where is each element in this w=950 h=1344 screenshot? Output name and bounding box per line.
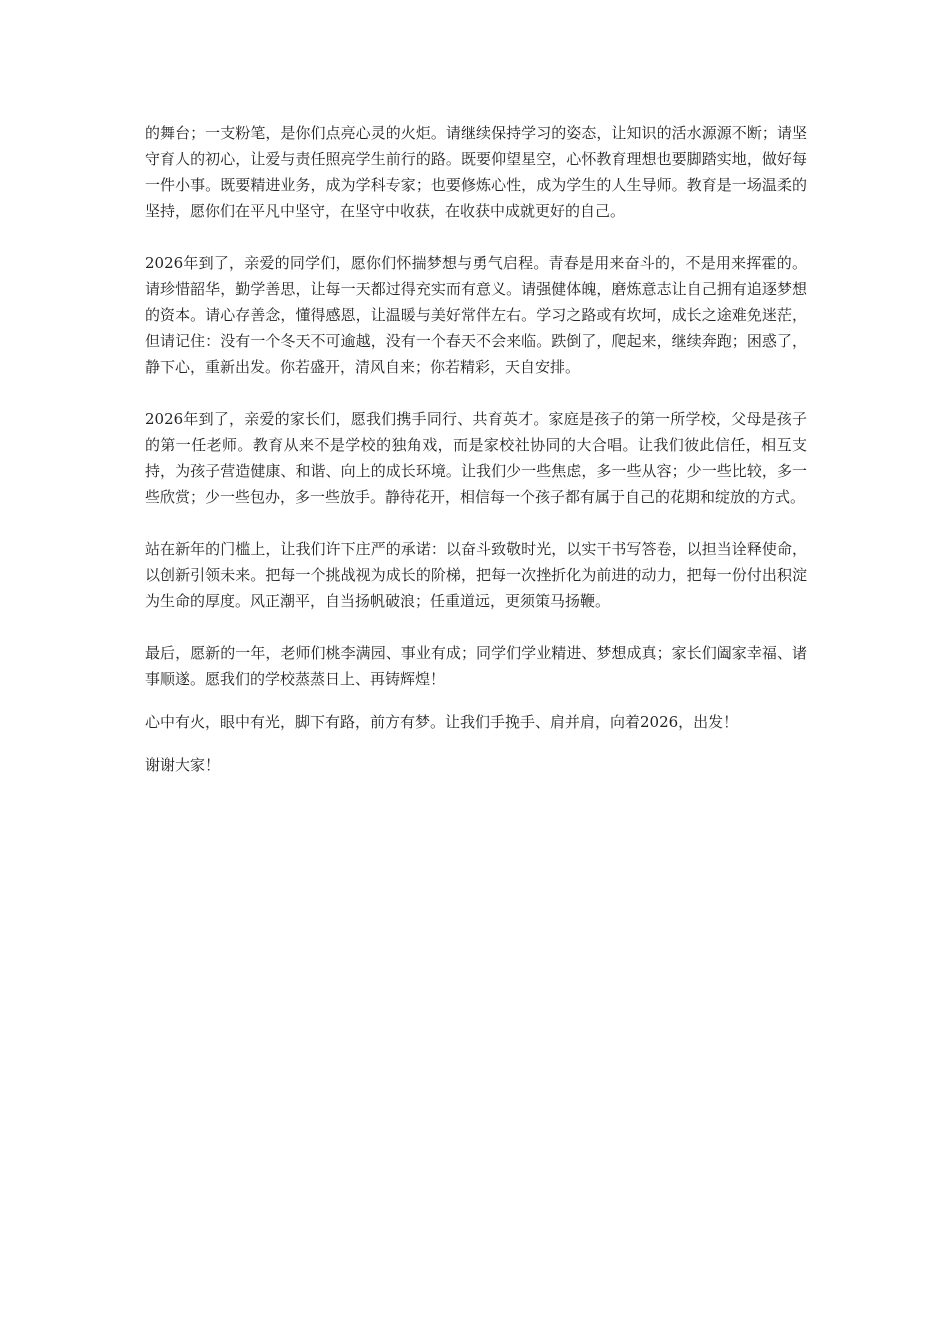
paragraph-thanks: 谢谢大家！ (145, 756, 221, 774)
paragraph-pledge: 站在新年的门槛上，让我们许下庄严的承诺：以奋斗致敬时光，以实干书写答卷，以担当诠释使命，以创新引领未来。把每一个挑战视为成长的阶梯，把每一次挫折化为前进的动力，把每一份付出积淀为生命的厚度。风正潮平，自当扬帆破浪；任重道远，更须策马扬鞭。 (145, 540, 807, 610)
paragraph-wishes: 最后，愿新的一年，老师们桃李满园、事业有成；同学们学业精进、梦想成真；家长们阖家幸福、诸事顺遂。愿我们的学校蒸蒸日上、再铸辉煌！ (145, 644, 807, 688)
paragraph-teachers: 的舞台；一支粉笔，是你们点亮心灵的火炬。请继续保持学习的姿态，让知识的活水源源不断；请坚守育人的初心，让爱与责任照亮学生前行的路。既要仰望星空，心怀教育理想也要脚踏实地，做好每一件小事。既要精进业务，成为学科专家；也要修炼心性，成为学生的人生导师。教育是一场温柔的坚持，愿你们在平凡中坚守，在坚守中收获，在收获中成就更好的自己。 (145, 124, 807, 220)
paragraph-students: 2026年到了，亲爱的同学们，愿你们怀揣梦想与勇气启程。青春是用来奋斗的，不是用来挥霍的。请珍惜韶华，勤学善思，让每一天都过得充实而有意义。请强健体魄，磨炼意志让自己拥有追逐梦想的资本。请心存善念，懂得感恩，让温暖与美好常伴左右。学习之路或有坎坷，成长之途难免迷茫，但请记住：没有一个冬天不可逾越，没有一个春天不会来临。跌倒了，爬起来，继续奔跑；困惑了，静下心，重新出发。你若盛开，清风自来；你若精彩，天自安排。 (145, 254, 807, 376)
paragraph-rally: 心中有火，眼中有光，脚下有路，前方有梦。让我们手挽手、肩并肩，向着2026，出发！ (145, 713, 739, 731)
paragraph-parents: 2026年到了，亲爱的家长们，愿我们携手同行、共育英才。家庭是孩子的第一所学校，父母是孩子的第一任老师。教育从来不是学校的独角戏，而是家校社协同的大合唱。让我们彼此信任，相互支持，为孩子营造健康、和谐、向上的成长环境。让我们少一些焦虑，多一些从容；少一些比较，多一些欣赏；少一些包办，多一些放手。静待花开，相信每一个孩子都有属于自己的花期和绽放的方式。 (145, 410, 807, 506)
document-body (145, 120, 807, 795)
